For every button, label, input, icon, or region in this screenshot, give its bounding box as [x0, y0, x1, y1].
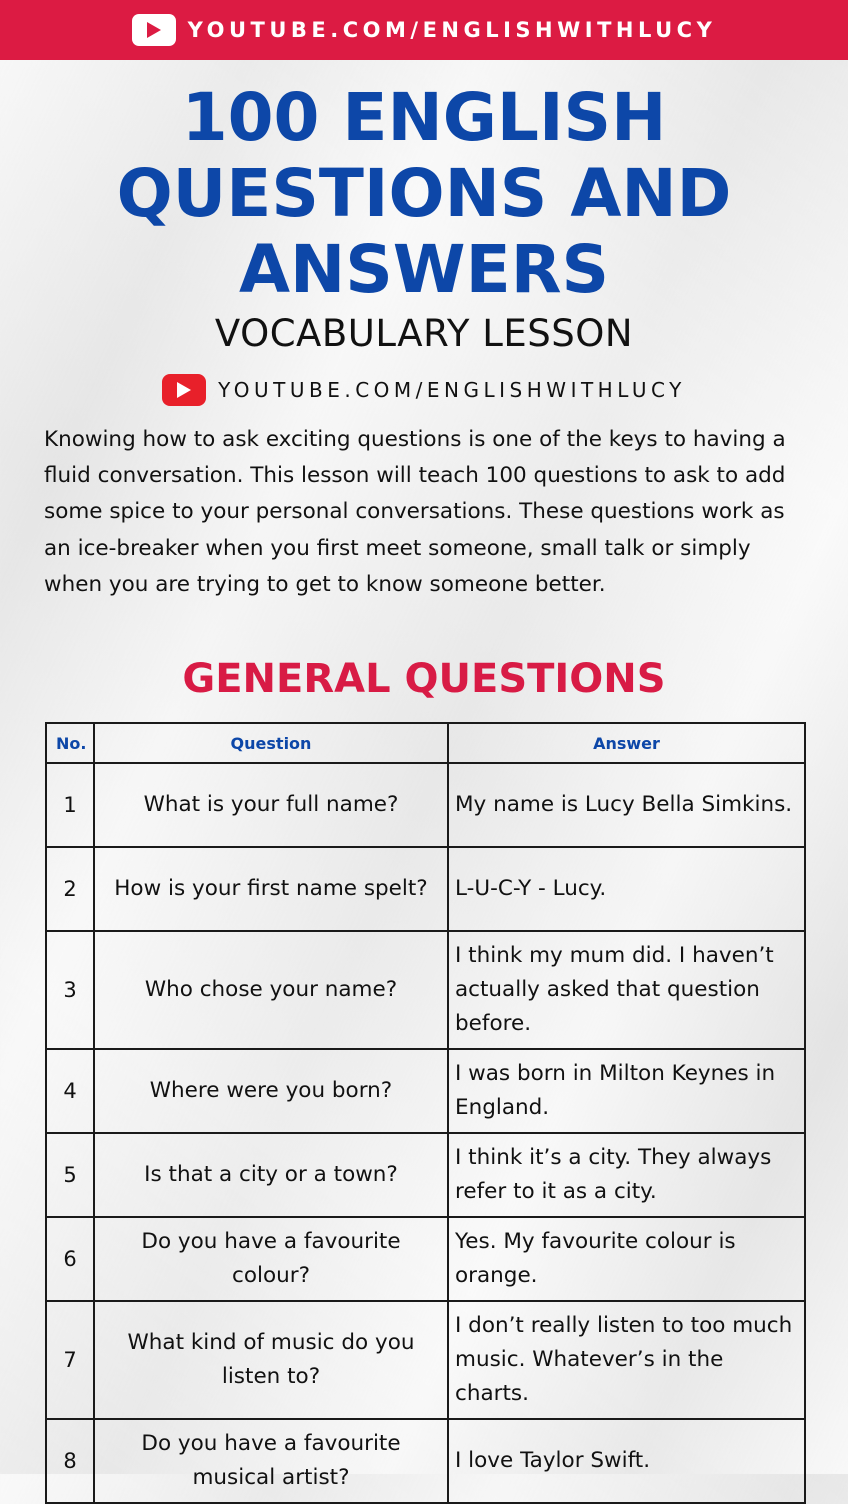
row-question: Do you have a favourite musical artist?	[94, 1419, 448, 1503]
row-question: How is your first name spelt?	[94, 847, 448, 931]
intro-paragraph: Knowing how to ask exciting questions is one of the keys to having a fluid conversation. This lesson will teach 100 questions to ask to add some spice to your personal conversations. These questions work as an ice-breaker when you first meet someone, small talk or simply when you are trying to get to know someone better.	[44, 427, 786, 597]
table-row	[46, 931, 805, 1049]
row-number: 7	[46, 1301, 94, 1419]
row-answer: I think my mum did. I haven’t actually asked that question before.	[448, 931, 805, 1049]
table-row	[46, 1133, 805, 1217]
channel-url[interactable]: YOUTUBE.COM/ENGLISHWITHLUCY	[218, 378, 686, 402]
section-title: GENERAL QUESTIONS	[182, 656, 666, 702]
table-row	[46, 1217, 805, 1301]
table-row	[46, 1301, 805, 1419]
row-answer: L-U-C-Y - Lucy.	[448, 847, 805, 931]
row-question: Is that a city or a town?	[94, 1133, 448, 1217]
row-number: 2	[46, 847, 94, 931]
row-answer: Yes. My favourite colour is orange.	[448, 1217, 805, 1301]
youtube-icon	[162, 374, 206, 406]
row-number: 3	[46, 931, 94, 1049]
row-answer: I think it’s a city. They always refer to it as a city.	[448, 1133, 805, 1217]
table-row	[46, 1419, 805, 1503]
row-question: Where were you born?	[94, 1049, 448, 1133]
table-row	[46, 763, 805, 847]
row-number: 6	[46, 1217, 94, 1301]
row-question: What kind of music do you listen to?	[94, 1301, 448, 1419]
banner-channel-url[interactable]: YOUTUBE.COM/ENGLISHWITHLUCY	[187, 18, 717, 42]
row-answer: I love Taylor Swift.	[448, 1419, 805, 1503]
questions-table	[45, 722, 806, 1504]
table-header-row	[46, 723, 805, 763]
page-title	[0, 80, 848, 308]
table-row	[46, 1049, 805, 1133]
title-line-2: QUESTIONS AND	[116, 155, 732, 232]
header-question: Question	[94, 723, 448, 763]
youtube-icon	[132, 14, 176, 46]
row-question: Who chose your name?	[94, 931, 448, 1049]
header-no: No.	[46, 723, 94, 763]
row-answer: I was born in Milton Keynes in England.	[448, 1049, 805, 1133]
channel-link-row	[0, 372, 848, 408]
row-question: What is your full name?	[94, 763, 448, 847]
title-line-1: 100 ENGLISH	[181, 79, 667, 156]
row-answer: I don’t really listen to too much music. Whatever’s in the charts.	[448, 1301, 805, 1419]
row-answer: My name is Lucy Bella Simkins.	[448, 763, 805, 847]
page-subtitle: VOCABULARY LESSON	[214, 312, 634, 355]
top-banner	[0, 0, 848, 60]
table-row	[46, 847, 805, 931]
row-number: 1	[46, 763, 94, 847]
row-number: 8	[46, 1419, 94, 1503]
row-question: Do you have a favourite colour?	[94, 1217, 448, 1301]
title-line-3: ANSWERS	[238, 231, 610, 308]
row-number: 5	[46, 1133, 94, 1217]
header-answer: Answer	[448, 723, 805, 763]
row-number: 4	[46, 1049, 94, 1133]
